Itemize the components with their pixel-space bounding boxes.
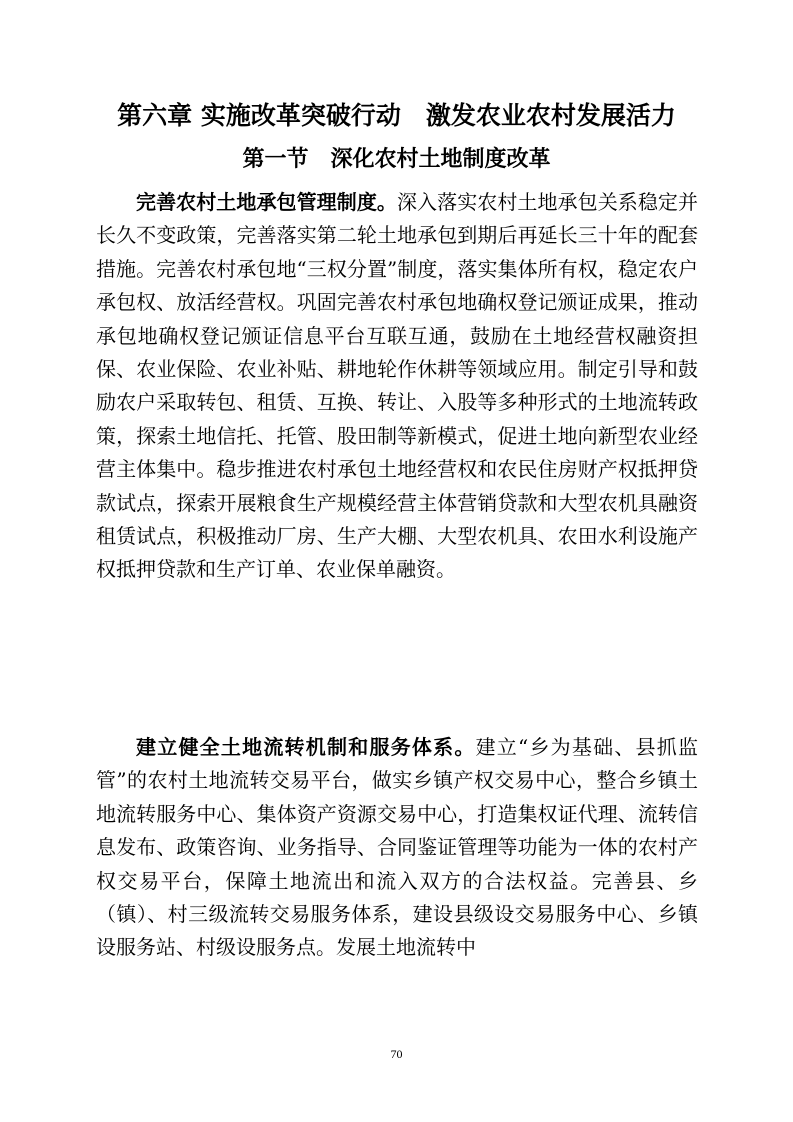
paragraph-land-contract-management (96, 186, 698, 587)
page-number: 70 (390, 1047, 403, 1061)
paragraph-body: 深入落实农村土地承包关系稳定并长久不变政策，完善落实第二轮土地承包到期后再延长三十年的配套措施。完善农村承包地“三权分置”制度，落实集体所有权，稳定农户承包权、放活经营权。巩固完善农村承包地确权登记颁证成果，推动承包地确权登记颁证信息平台互联互通，鼓励在土地经营权融资担保、农业保险、农业补贴、耕地轮作休耕等领域应用。制定引导和鼓励农户采取转包、租赁、互换、转让、入股等多种形式的土地流转政策，探索土地信托、托管、股田制等新模式，促进土地向新型农业经营主体集中。稳步推进农村承包土地经营权和农民住房财产权抵押贷款试点，探索开展粮食生产规模经营主体营销贷款和大型农机具融资租赁试点，积极推动厂房、生产大棚、大型农机具、农田水利设施产权抵押贷款和生产订单、农业保单融资。 (96, 190, 699, 582)
paragraph-body: 建立“乡为基础、县抓监管”的农村土地流转交易平台，做实乡镇产权交易中心，整合乡镇土地流转服务中心、集体资产资源交易中心，打造集权证代理、流转信息发布、政策咨询、业务指导、合同鉴证管理等功能为一体的农村产权交易平台，保障土地流出和流入双方的合法权益。完善县、乡（镇）、村三级流转交易服务体系，建设县级设交易服务中心、乡镇设服务站、村级设服务点。发展土地流转中 (96, 735, 699, 960)
section-title: 第一节 深化农村土地制度改革 (242, 147, 551, 172)
paragraph-lead: 建立健全土地流转机制和服务体系。 (136, 735, 476, 759)
paragraph-land-transfer-mechanism (96, 731, 698, 965)
chapter-title: 第六章 实施改革突破行动 激发农业农村发展活力 (117, 101, 676, 130)
paragraph-lead: 完善农村土地承包管理制度。 (136, 190, 397, 214)
